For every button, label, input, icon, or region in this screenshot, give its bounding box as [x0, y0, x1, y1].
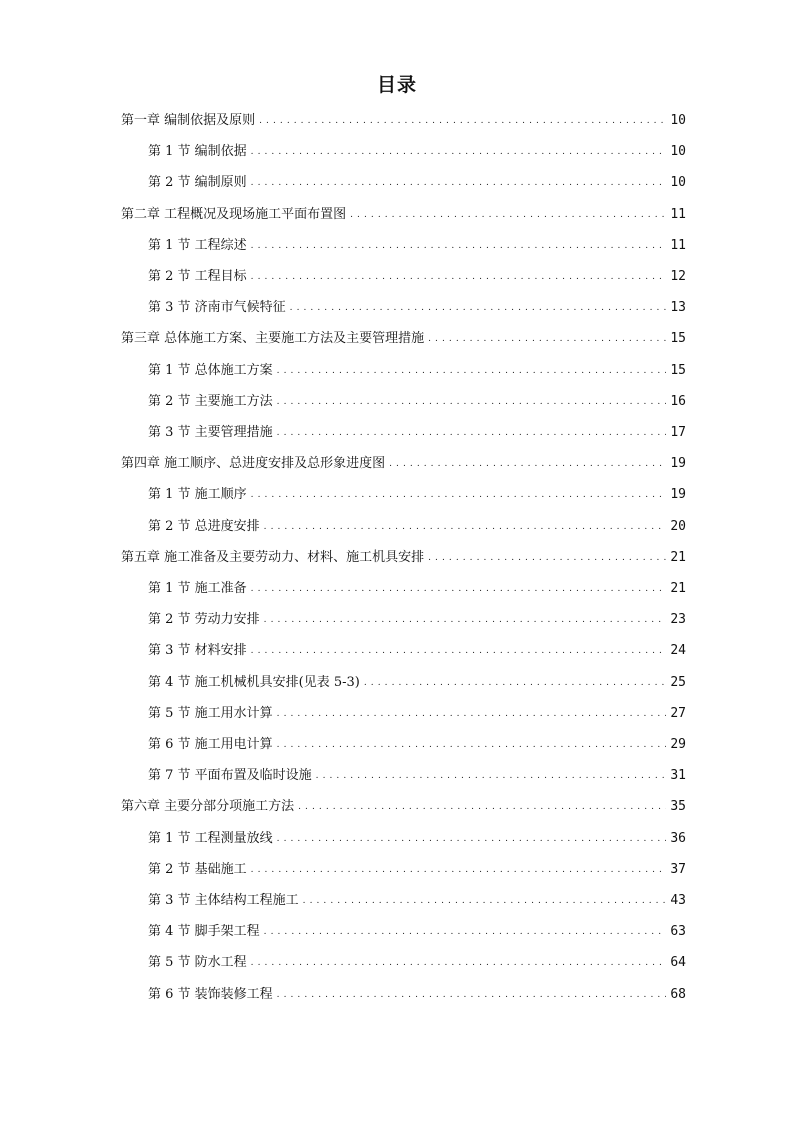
- toc-section-entry[interactable]: [148, 699, 686, 729]
- toc-entry-label: 第 4 节 脚手架工程: [148, 924, 260, 940]
- toc-section-entry[interactable]: [148, 730, 686, 760]
- toc-dot-leader: [251, 168, 667, 198]
- toc-section-entry[interactable]: [148, 855, 686, 885]
- toc-dot-leader: [277, 824, 667, 854]
- toc-page-number: 11: [670, 206, 686, 222]
- toc-section-entry[interactable]: [148, 761, 686, 791]
- toc-dot-leader: [251, 262, 667, 292]
- toc-page-number: 19: [670, 456, 686, 472]
- toc-dot-leader: [428, 543, 666, 573]
- toc-page-number: 21: [670, 549, 686, 565]
- toc-entry-label: 第 3 节 济南市气候特征: [148, 300, 286, 316]
- toc-page-number: 16: [670, 393, 686, 409]
- toc-entry-label: 第 2 节 基础施工: [148, 861, 247, 877]
- toc-dot-leader: [290, 293, 667, 323]
- toc-dot-leader: [264, 917, 667, 947]
- toc-dot-leader: [259, 106, 666, 136]
- toc-entry-label: 第 1 节 编制依据: [148, 144, 247, 160]
- toc-page-number: 37: [670, 861, 686, 877]
- toc-dot-leader: [264, 512, 667, 542]
- toc-page-number: 25: [670, 674, 686, 690]
- toc-entry-label: 第 6 节 装饰装修工程: [148, 986, 273, 1002]
- toc-page-number: 68: [670, 986, 686, 1002]
- toc-section-entry[interactable]: [148, 980, 686, 1010]
- toc-entry-label: 第 3 节 主要管理措施: [148, 425, 273, 440]
- toc-page-number: 24: [670, 643, 686, 659]
- toc-section-entry[interactable]: [148, 387, 686, 417]
- toc-page-number: 63: [670, 924, 686, 940]
- toc-section-entry[interactable]: [148, 636, 686, 666]
- toc-page-number: 27: [670, 705, 686, 721]
- toc-page-number: 10: [670, 144, 686, 160]
- toc-page-number: 10: [670, 175, 686, 191]
- toc-page-number: 20: [670, 518, 686, 534]
- toc-page-number: 17: [670, 425, 686, 440]
- toc-entry-label: 第四章 施工顺序、总进度安排及总形象进度图: [121, 456, 386, 472]
- toc-dot-leader: [251, 855, 667, 885]
- toc-dot-leader: [364, 668, 666, 698]
- toc-page-number: 12: [670, 269, 686, 284]
- toc-section-entry[interactable]: [148, 512, 686, 542]
- toc-chapter-entry[interactable]: [121, 449, 686, 479]
- toc-dot-leader: [277, 418, 667, 448]
- toc-section-entry[interactable]: [148, 293, 686, 323]
- toc-page-number: 11: [670, 237, 686, 253]
- toc-dot-leader: [316, 761, 667, 791]
- toc-page-number: 15: [670, 362, 686, 378]
- toc-section-entry[interactable]: [148, 948, 686, 978]
- toc-dot-leader: [350, 200, 666, 230]
- toc-section-entry[interactable]: [148, 137, 686, 167]
- toc-entry-label: 第 1 节 施工顺序: [148, 487, 247, 503]
- toc-dot-leader: [251, 574, 667, 604]
- toc-entry-label: 第六章 主要分部分项施工方法: [121, 799, 295, 815]
- toc-chapter-entry[interactable]: [121, 200, 686, 230]
- toc-entry-label: 第五章 施工准备及主要劳动力、材料、施工机具安排: [121, 549, 425, 565]
- toc-page-number: 36: [670, 830, 686, 846]
- toc-entry-label: 第 3 节 主体结构工程施工: [148, 893, 299, 908]
- toc-section-entry[interactable]: [148, 824, 686, 854]
- toc-dot-leader: [277, 699, 667, 729]
- page-title: 目录: [376, 74, 417, 96]
- toc-entry-label: 第 1 节 工程综述: [148, 237, 247, 253]
- toc-chapter-entry[interactable]: [121, 792, 686, 822]
- toc-dot-leader: [251, 137, 667, 167]
- toc-page-number: 19: [670, 487, 686, 503]
- toc-entry-label: 第 1 节 施工准备: [148, 581, 247, 596]
- toc-entry-label: 第 6 节 施工用电计算: [148, 737, 273, 752]
- toc-section-entry[interactable]: [148, 605, 686, 635]
- toc-entry-label: 第 2 节 编制原则: [148, 175, 247, 191]
- toc-section-entry[interactable]: [148, 917, 686, 947]
- toc-page-number: 13: [670, 300, 686, 316]
- toc-section-entry[interactable]: [148, 356, 686, 386]
- toc-page-number: 43: [670, 893, 686, 908]
- toc-entry-label: 第 5 节 防水工程: [148, 955, 247, 971]
- toc-dot-leader: [264, 605, 667, 635]
- toc-dot-leader: [298, 792, 666, 822]
- toc-entry-label: 第 1 节 工程测量放线: [148, 830, 273, 846]
- toc-entry-label: 第 2 节 总进度安排: [148, 518, 260, 534]
- toc-entry-label: 第 1 节 总体施工方案: [148, 362, 273, 378]
- toc-dot-leader: [428, 324, 666, 354]
- toc-entry-label: 第 2 节 主要施工方法: [148, 393, 273, 409]
- toc-dot-leader: [251, 948, 667, 978]
- toc-dot-leader: [251, 480, 667, 510]
- toc-section-entry[interactable]: [148, 574, 686, 604]
- toc-entry-label: 第 2 节 劳动力安排: [148, 612, 260, 628]
- toc-page-number: 15: [670, 331, 686, 347]
- toc-chapter-entry[interactable]: [121, 324, 686, 354]
- toc-entry-label: 第 7 节 平面布置及临时设施: [148, 768, 312, 784]
- toc-page-number: 64: [670, 955, 686, 971]
- toc-dot-leader: [277, 387, 667, 417]
- toc-section-entry[interactable]: [148, 480, 686, 510]
- toc-section-entry[interactable]: [148, 168, 686, 198]
- toc-entry-label: 第 5 节 施工用水计算: [148, 705, 273, 721]
- toc-entry-label: 第 3 节 材料安排: [148, 643, 247, 659]
- toc-dot-leader: [277, 730, 667, 760]
- toc-entry-label: 第二章 工程概况及现场施工平面布置图: [121, 206, 347, 222]
- toc-section-entry[interactable]: [148, 418, 686, 448]
- toc-chapter-entry[interactable]: [121, 106, 686, 136]
- toc-section-entry[interactable]: [148, 668, 686, 698]
- toc-entry-label: 第 4 节 施工机械机具安排(见表 5-3): [148, 674, 360, 690]
- toc-dot-leader: [303, 886, 667, 916]
- toc-section-entry[interactable]: [148, 886, 686, 916]
- toc-page-number: 31: [670, 768, 686, 784]
- toc-dot-leader: [251, 231, 667, 261]
- toc-entry-label: 第 2 节 工程目标: [148, 269, 247, 284]
- toc-entry-label: 第三章 总体施工方案、主要施工方法及主要管理措施: [121, 331, 425, 347]
- toc-dot-leader: [389, 449, 666, 479]
- toc-page-number: 21: [670, 581, 686, 596]
- toc-page-number: 35: [670, 799, 686, 815]
- toc-page-number: 23: [670, 612, 686, 628]
- toc-page-number: 29: [670, 737, 686, 752]
- toc-dot-leader: [251, 636, 667, 666]
- toc-dot-leader: [277, 356, 667, 386]
- toc-page-number: 10: [670, 113, 686, 128]
- toc-section-entry[interactable]: [148, 231, 686, 261]
- toc-entry-label: 第一章 编制依据及原则: [121, 113, 256, 128]
- toc-dot-leader: [277, 980, 667, 1010]
- toc-chapter-entry[interactable]: [121, 543, 686, 573]
- toc-section-entry[interactable]: [148, 262, 686, 292]
